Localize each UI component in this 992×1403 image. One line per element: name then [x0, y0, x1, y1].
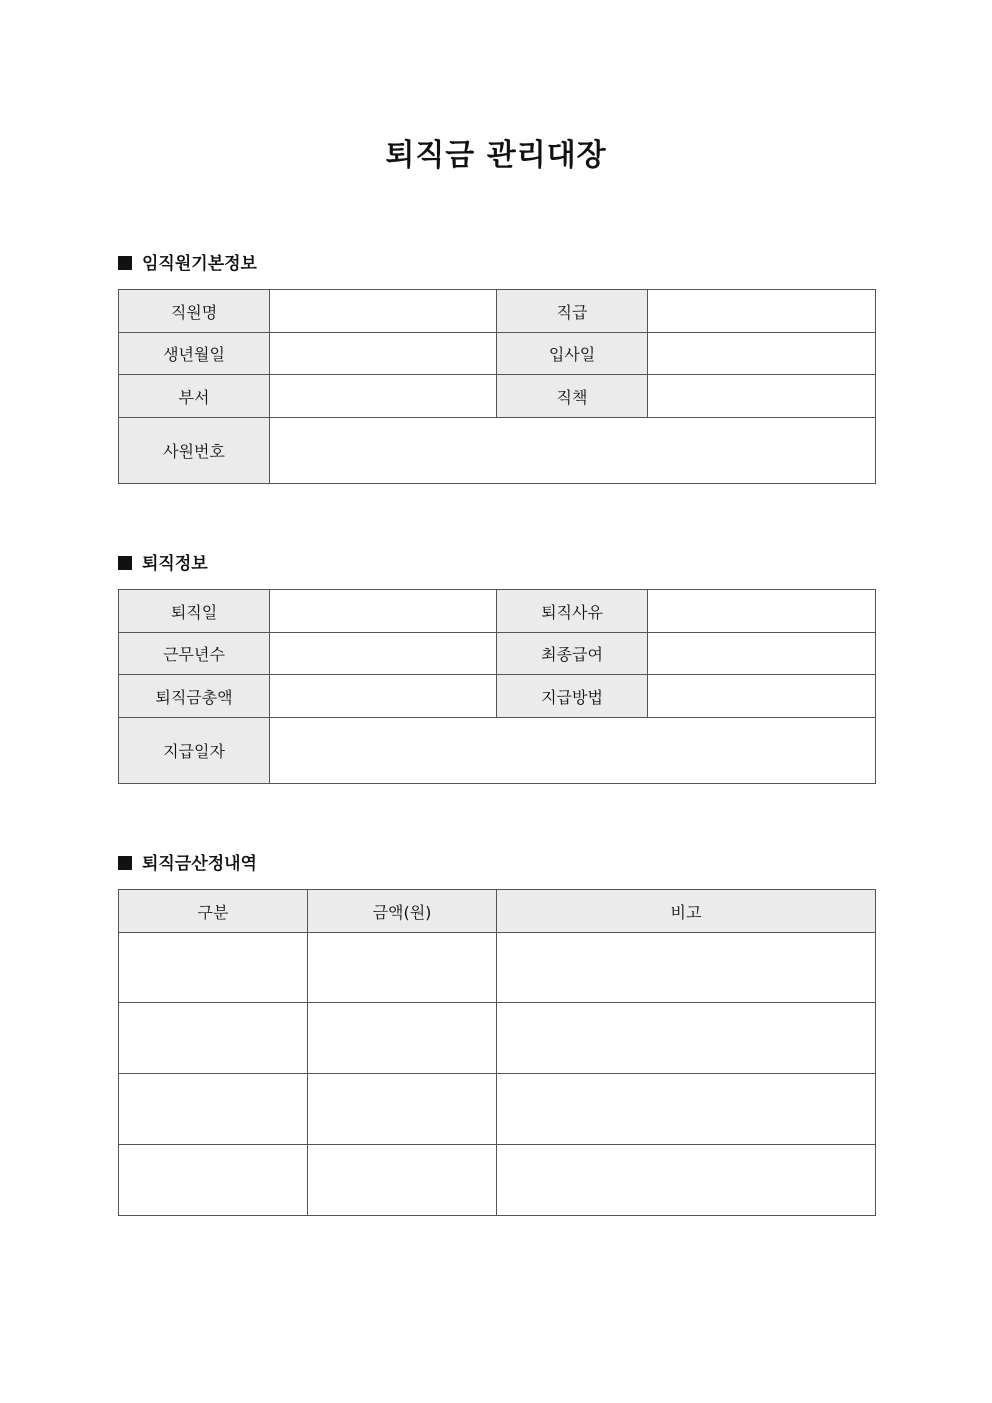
section-heading-employee-info-label: 임직원기본정보 [142, 254, 257, 274]
table-row [119, 1074, 876, 1145]
table-row [119, 718, 876, 784]
field-final-salary[interactable] [648, 633, 876, 675]
table-row [119, 933, 876, 1003]
section-heading-retirement-info-label: 퇴직정보 [142, 554, 208, 574]
field-retirement-date[interactable] [270, 590, 497, 633]
employee-info-table [118, 289, 876, 484]
label-employee-number: 사원번호 [119, 418, 270, 484]
cell-category[interactable] [119, 1145, 308, 1216]
table-row [119, 333, 876, 375]
label-rank: 직급 [497, 290, 648, 333]
cell-remarks[interactable] [497, 933, 876, 1003]
cell-category[interactable] [119, 933, 308, 1003]
retirement-info-table [118, 589, 876, 784]
label-hire-date: 입사일 [497, 333, 648, 375]
section-heading-retirement-info [118, 552, 208, 576]
label-total-severance: 퇴직금총액 [119, 675, 270, 718]
label-final-salary: 최종급여 [497, 633, 648, 675]
label-payment-date: 지급일자 [119, 718, 270, 784]
label-department: 부서 [119, 375, 270, 418]
label-retirement-reason: 퇴직사유 [497, 590, 648, 633]
label-position: 직책 [497, 375, 648, 418]
label-retirement-date: 퇴직일 [119, 590, 270, 633]
cell-remarks[interactable] [497, 1145, 876, 1216]
table-row [119, 1003, 876, 1074]
cell-amount[interactable] [308, 1074, 497, 1145]
cell-amount[interactable] [308, 933, 497, 1003]
field-payment-method[interactable] [648, 675, 876, 718]
field-employee-number[interactable] [270, 418, 876, 484]
cell-remarks[interactable] [497, 1074, 876, 1145]
section-heading-calculation-label: 퇴직금산정내역 [142, 854, 257, 874]
square-bullet-icon [118, 856, 132, 870]
label-payment-method: 지급방법 [497, 675, 648, 718]
table-row [119, 375, 876, 418]
square-bullet-icon [118, 256, 132, 270]
column-header-remarks: 비고 [497, 890, 876, 933]
calculation-table [118, 889, 876, 1216]
table-header-row [119, 890, 876, 933]
field-birthdate[interactable] [270, 333, 497, 375]
table-row [119, 675, 876, 718]
field-payment-date[interactable] [270, 718, 876, 784]
label-birthdate: 생년월일 [119, 333, 270, 375]
field-hire-date[interactable] [648, 333, 876, 375]
square-bullet-icon [118, 556, 132, 570]
label-employee-name: 직원명 [119, 290, 270, 333]
table-row [119, 1145, 876, 1216]
cell-amount[interactable] [308, 1145, 497, 1216]
field-retirement-reason[interactable] [648, 590, 876, 633]
field-total-severance[interactable] [270, 675, 497, 718]
table-row [119, 418, 876, 484]
field-years-of-service[interactable] [270, 633, 497, 675]
field-department[interactable] [270, 375, 497, 418]
table-row [119, 590, 876, 633]
cell-remarks[interactable] [497, 1003, 876, 1074]
section-heading-calculation [118, 852, 257, 876]
cell-category[interactable] [119, 1074, 308, 1145]
field-rank[interactable] [648, 290, 876, 333]
table-row [119, 633, 876, 675]
field-position[interactable] [648, 375, 876, 418]
label-years-of-service: 근무년수 [119, 633, 270, 675]
cell-amount[interactable] [308, 1003, 497, 1074]
column-header-category: 구분 [119, 890, 308, 933]
table-row [119, 290, 876, 333]
column-header-amount: 금액(원) [308, 890, 497, 933]
cell-category[interactable] [119, 1003, 308, 1074]
section-heading-employee-info [118, 252, 257, 276]
field-employee-name[interactable] [270, 290, 497, 333]
document-title: 퇴직금 관리대장 [385, 138, 607, 173]
